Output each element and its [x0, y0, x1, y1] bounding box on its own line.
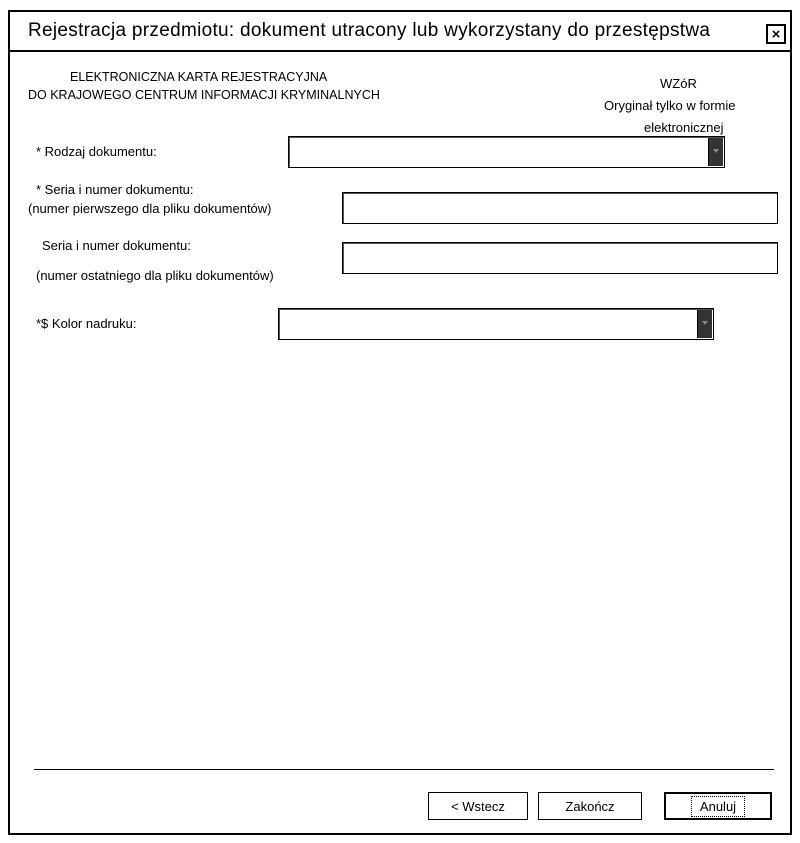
chevron-down-icon[interactable]: [697, 310, 712, 338]
last-number-sublabel: (numer ostatniego dla pliku dokumentów): [36, 268, 274, 283]
document-type-select[interactable]: [288, 136, 725, 168]
document-type-label: * Rodzaj dokumentu:: [36, 144, 157, 159]
window-title: Rejestracja przedmiotu: dokument utracony lub wykorzystany do przestępstwa: [28, 20, 711, 41]
chevron-down-icon[interactable]: [708, 138, 723, 166]
original-note-line1: Oryginał tylko w formie: [604, 98, 736, 113]
last-number-input[interactable]: [342, 242, 778, 274]
first-number-input[interactable]: [342, 192, 778, 224]
org-title-line1: ELEKTRONICZNA KARTA REJESTRACYJNA: [70, 70, 328, 84]
finish-button-label: Zakończ: [565, 798, 615, 814]
dialog-window: [8, 10, 792, 835]
org-title-line2: DO KRAJOWEGO CENTRUM INFORMACJI KRYMINALNYCH: [28, 88, 380, 102]
close-icon: ×: [771, 25, 781, 43]
print-color-label: *$ Kolor nadruku:: [36, 316, 137, 331]
first-number-label: * Seria i numer dokumentu:: [36, 182, 194, 197]
back-button[interactable]: [428, 792, 528, 820]
wzor-label: WZóR: [660, 76, 697, 91]
first-number-sublabel: (numer pierwszego dla pliku dokumentów): [28, 201, 272, 216]
last-number-label: Seria i numer dokumentu:: [42, 238, 191, 253]
footer-separator: [34, 769, 774, 770]
finish-button[interactable]: [538, 792, 642, 820]
original-note-line2: elektronicznej: [644, 120, 724, 135]
print-color-select[interactable]: [278, 308, 714, 340]
title-bar[interactable]: [10, 12, 790, 52]
cancel-button-label: Anuluj: [691, 796, 745, 817]
close-button[interactable]: [766, 24, 786, 44]
back-button-label: < Wstecz: [451, 798, 505, 814]
cancel-button[interactable]: [664, 792, 772, 820]
